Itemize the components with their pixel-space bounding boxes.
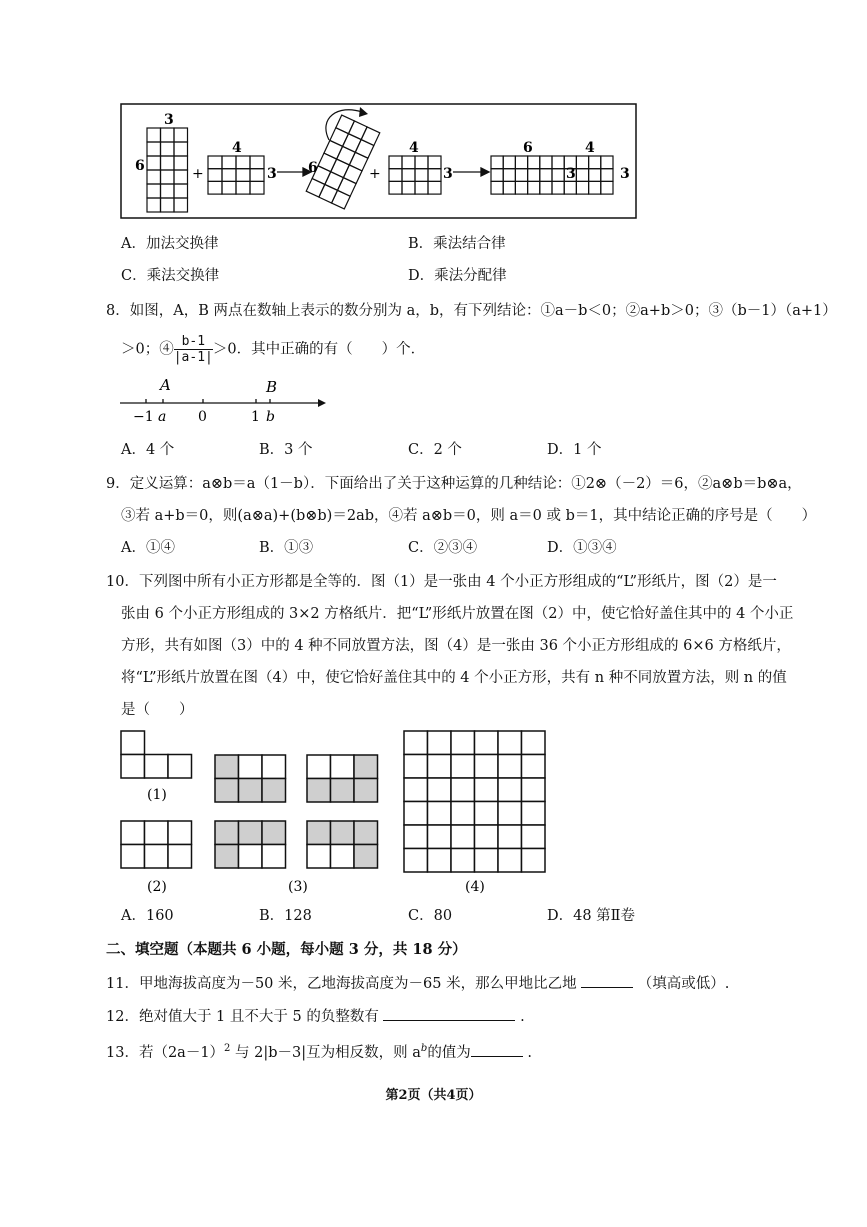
grid-cell <box>325 172 344 191</box>
grid-cell <box>147 198 161 212</box>
grid-cell <box>415 169 428 182</box>
grid-cell <box>147 184 161 198</box>
grid-cell <box>402 169 415 182</box>
grid-cell <box>389 181 402 194</box>
square-cell <box>498 849 522 873</box>
grid-cell <box>208 169 222 182</box>
q7-option-a: A．加法交换律 <box>121 236 219 252</box>
square-cell <box>307 779 331 803</box>
grid-cell <box>147 170 161 184</box>
square-cell <box>404 755 428 779</box>
grid-cell <box>601 156 613 169</box>
grid-cell <box>503 156 515 169</box>
square-cell <box>428 731 452 755</box>
grid-cell <box>250 169 264 182</box>
q8-line2-suffix: ＞0．其中正确的有（ ）个． <box>212 341 426 358</box>
grid-cell <box>174 184 188 198</box>
square-cell <box>168 845 192 869</box>
grid-cell <box>361 127 380 146</box>
page-footer: 第2页（共4页） <box>385 1088 482 1103</box>
square-cell <box>262 845 286 869</box>
square-cell <box>404 778 428 802</box>
grid-cell <box>348 121 367 140</box>
square-cell <box>522 778 546 802</box>
square-cell <box>262 821 286 845</box>
square-cell <box>428 778 452 802</box>
grid-3x6 <box>147 128 188 212</box>
square-cell <box>121 755 145 779</box>
q11-text: 11．甲地海拔高度为－50 米，乙地海拔高度为－65 米，那么甲地比乙地 <box>106 976 577 992</box>
square-cell <box>522 802 546 826</box>
grid-cell <box>161 184 175 198</box>
square-cell <box>522 825 546 849</box>
square-cell <box>428 849 452 873</box>
q13-question <box>106 1039 532 1063</box>
grid-cell <box>174 198 188 212</box>
square-cell <box>404 825 428 849</box>
square-cell <box>307 845 331 869</box>
grid-cell <box>349 152 368 171</box>
grid-4x3 <box>389 156 441 194</box>
grid-cell <box>428 181 441 194</box>
square-cell <box>239 845 263 869</box>
grid-cell <box>174 156 188 170</box>
square-cell <box>451 825 475 849</box>
q10-option-d: D．48 第Ⅱ卷 <box>547 908 636 924</box>
square-cell <box>451 849 475 873</box>
number-line <box>0 370 867 430</box>
label-6: 6 <box>308 160 318 176</box>
grid-cell <box>318 153 337 172</box>
square-cell <box>145 845 169 869</box>
grid-cell <box>528 169 540 182</box>
q9-option-a: A．①④ <box>121 540 175 556</box>
grid-cell <box>589 156 601 169</box>
grid-cell <box>330 128 349 147</box>
square-cell <box>239 779 263 803</box>
grid-cell <box>208 156 222 169</box>
q13-middle: 与 2|b－3|互为相反数，则 a <box>235 1044 421 1061</box>
q8-option-d: D．1 个 <box>547 442 602 458</box>
grid-cell <box>515 169 527 182</box>
grid-cell <box>540 169 552 182</box>
grid-cell <box>601 169 613 182</box>
q10-question-line1: 10．下列图中所有小正方形都是全等的．图（1）是一张由 4 个小正方形组成的“L”形纸片，图（2）是一 <box>106 574 777 590</box>
square-cell <box>404 849 428 873</box>
label-6: 6 <box>523 140 533 156</box>
q8-question-line1: 8．如图，A，B 两点在数轴上表示的数分别为 a，b，有下列结论：①a－b＜0；②a+b＞0；③（b－1）（a+1） <box>106 303 837 319</box>
grid-cell <box>236 156 250 169</box>
grid-cell <box>337 146 356 165</box>
grid-4x3 <box>208 156 264 194</box>
q10-option-c: C．80 <box>408 908 453 924</box>
square-cell <box>475 731 499 755</box>
grid-cell <box>306 179 325 198</box>
grid-cell <box>222 169 236 182</box>
grid-cell <box>161 198 175 212</box>
q13-answer-blank[interactable] <box>471 1042 523 1057</box>
grid-cell <box>236 169 250 182</box>
q9-option-b: B．①③ <box>259 540 314 556</box>
grid-cell <box>428 169 441 182</box>
figure-label-2: (2) <box>147 879 167 895</box>
label-3: 3 <box>164 112 174 128</box>
q10-question-line5: 是（ ） <box>121 702 194 718</box>
q12-question <box>106 1006 525 1027</box>
grid-cell <box>389 156 402 169</box>
square-cell <box>168 755 192 779</box>
label-3: 3 <box>620 166 630 182</box>
q13-exponent-b: b <box>420 1043 428 1054</box>
grid-cell <box>601 181 613 194</box>
label-3: 3 <box>443 166 453 182</box>
grid-cell <box>491 169 503 182</box>
square-cell <box>475 802 499 826</box>
q13-suffix-pre: 的值为 <box>427 1044 471 1061</box>
square-cell <box>331 779 355 803</box>
square-cell <box>121 821 145 845</box>
grid-cell <box>515 181 527 194</box>
square-cell <box>239 755 263 779</box>
grid-cell <box>343 165 362 184</box>
square-cell <box>354 779 378 803</box>
tick-a: a <box>158 409 167 425</box>
q13-suffix: . <box>527 1044 533 1061</box>
q11-question <box>106 973 729 994</box>
grid-cell <box>428 156 441 169</box>
arrow <box>453 168 489 176</box>
rotation-arrowhead <box>359 107 368 117</box>
grid-cell <box>319 184 338 203</box>
grid-cell <box>343 134 362 153</box>
square-cell <box>475 849 499 873</box>
grid-10x3 <box>491 156 613 194</box>
grid-cell <box>147 156 161 170</box>
square-cell <box>121 845 145 869</box>
square-cell <box>475 755 499 779</box>
q9-question-line2: ③若 a+b＝0，则(a⊗a)+(b⊗b)＝2ab，④若 a⊗b＝0，则 a＝0 或 b＝1，其中结论正确的序号是（ ） <box>121 508 817 524</box>
tick-b: b <box>266 409 275 425</box>
grid-cell <box>332 190 351 209</box>
grid-cell <box>161 170 175 184</box>
square-cell <box>354 821 378 845</box>
square-cell <box>215 779 239 803</box>
square-cell <box>239 821 263 845</box>
fraction-denominator: |a-1| <box>173 350 213 365</box>
grid-cell <box>324 140 343 159</box>
square-cell <box>215 845 239 869</box>
square-cell <box>145 755 169 779</box>
grid-cell <box>338 178 357 197</box>
label-3: 3 <box>267 166 277 182</box>
figure-label-3: (3) <box>288 879 308 895</box>
q11-suffix: （填高或低）. <box>637 976 730 992</box>
label-4: 4 <box>409 140 419 156</box>
grid-cell <box>576 169 588 182</box>
arrow <box>277 168 311 176</box>
grid-cell <box>552 181 564 194</box>
square-cell <box>522 731 546 755</box>
square-cell <box>404 731 428 755</box>
q8-option-b: B．3 个 <box>259 442 313 458</box>
grid-cell <box>576 156 588 169</box>
grid-cell <box>161 128 175 142</box>
square-cell <box>307 821 331 845</box>
grid-cell <box>222 181 236 194</box>
grid-cell <box>528 181 540 194</box>
axis-arrow <box>318 399 326 407</box>
square-cell <box>354 755 378 779</box>
figure-label-4: (4) <box>465 879 485 895</box>
grid-cell <box>503 169 515 182</box>
square-cell <box>498 778 522 802</box>
square-cell <box>331 821 355 845</box>
q10-question-line2: 张由 6 个小正方形组成的 3×2 方格纸片．把“L”形纸片放置在图（2）中，使它恰好盖住其中的 4 个小正 <box>121 606 794 622</box>
grid-cell <box>236 181 250 194</box>
square-cell <box>354 845 378 869</box>
q8-fraction <box>174 334 213 365</box>
grid-cell <box>389 169 402 182</box>
square-cell <box>498 802 522 826</box>
q13-prefix: 13．若（2a－1） <box>106 1044 225 1061</box>
square-cell <box>428 755 452 779</box>
q10-option-b: B．128 <box>259 908 312 924</box>
section-heading: 二、填空题（本题共 6 小题，每小题 3 分，共 18 分） <box>106 941 467 958</box>
q7-option-c: C．乘法交换律 <box>121 268 220 284</box>
grid-cell <box>540 181 552 194</box>
grid-cell <box>222 156 236 169</box>
grid-cell <box>174 128 188 142</box>
grid-cell <box>515 156 527 169</box>
q10-question-line3: 方形，共有如图（3）中的 4 种不同放置方法，图（4）是一张由 36 个小正方形组成的 6×6 方格纸片， <box>121 638 791 654</box>
square-cell <box>475 825 499 849</box>
grid-cell <box>415 156 428 169</box>
grid-cell <box>355 140 374 159</box>
grid-cell <box>161 142 175 156</box>
grid-cell <box>552 169 564 182</box>
q9-option-c: C．②③④ <box>408 540 478 556</box>
q12-suffix: . <box>520 1009 525 1025</box>
q10-option-a: A．160 <box>121 908 174 924</box>
label-4: 4 <box>585 140 595 156</box>
q11-answer-blank[interactable] <box>581 973 633 988</box>
grid-cell <box>564 181 576 194</box>
square-cell <box>498 731 522 755</box>
q9-question-line1: 9．定义运算：a⊗b＝a（1－b）．下面给出了关于这种运算的几种结论：①2⊗（－2）＝6，②a⊗b＝b⊗a， <box>106 476 802 492</box>
q7-figure <box>0 0 867 230</box>
grid-cell <box>491 156 503 169</box>
square-cell <box>498 825 522 849</box>
square-cell <box>451 802 475 826</box>
q7-option-b: B．乘法结合律 <box>408 236 506 252</box>
q8-question-line2 <box>121 334 425 365</box>
q13-exponent: 2 <box>224 1043 231 1054</box>
q8-option-c: C．2 个 <box>408 442 462 458</box>
label-6: 6 <box>135 158 145 174</box>
square-cell <box>215 755 239 779</box>
tick-minus-1: −1 <box>133 409 154 425</box>
label-a-point: A <box>160 376 171 394</box>
grid-cell <box>331 159 350 178</box>
grid-cell <box>503 181 515 194</box>
grid-cell <box>402 156 415 169</box>
q12-answer-blank[interactable] <box>383 1006 515 1021</box>
grid-cell <box>528 156 540 169</box>
grid-cell <box>250 156 264 169</box>
grid-cell <box>250 181 264 194</box>
grid-cell <box>589 169 601 182</box>
grid-cell <box>491 181 503 194</box>
square-cell <box>168 821 192 845</box>
square-cell <box>145 821 169 845</box>
grid-cell <box>402 181 415 194</box>
q7-figure-frame <box>121 104 636 218</box>
plus-sign: + <box>192 166 204 182</box>
q9-option-d: D．①③④ <box>547 540 617 556</box>
rotation-arrow <box>326 110 362 140</box>
grid-cell <box>147 142 161 156</box>
grid-cell <box>174 170 188 184</box>
square-cell <box>428 825 452 849</box>
square-cell <box>404 802 428 826</box>
square-cell <box>475 778 499 802</box>
label-3: 3 <box>566 166 576 182</box>
square-cell <box>215 821 239 845</box>
q12-text: 12．绝对值大于 1 且不大于 5 的负整数有 <box>106 1009 379 1025</box>
q10-question-line4: 将“L”形纸片放置在图（4）中，使它恰好盖住其中的 4 个小正方形，共有 n 种不同放置方法，则 n 的值 <box>121 670 787 686</box>
grid-cell <box>589 181 601 194</box>
square-cell <box>522 755 546 779</box>
q10-figures <box>0 725 867 900</box>
square-cell <box>451 778 475 802</box>
grid-cell <box>208 181 222 194</box>
square-cell <box>451 731 475 755</box>
tick-0: 0 <box>198 409 207 425</box>
grid-cell <box>540 156 552 169</box>
grid-cell <box>147 128 161 142</box>
square-cell <box>451 755 475 779</box>
square-cell <box>121 731 145 755</box>
label-4: 4 <box>232 140 242 156</box>
grid-cell <box>336 115 355 134</box>
figure-label-1: (1) <box>147 787 167 803</box>
square-cell <box>522 849 546 873</box>
square-cell <box>498 755 522 779</box>
square-cell <box>262 779 286 803</box>
tick-1: 1 <box>251 409 260 425</box>
plus-sign: + <box>369 166 381 182</box>
grid-cell <box>174 142 188 156</box>
grid-cell <box>552 156 564 169</box>
label-b-point: B <box>266 378 278 396</box>
grid-cell <box>576 181 588 194</box>
q8-line2-prefix: ＞0；④ <box>121 341 174 358</box>
square-cell <box>428 802 452 826</box>
square-cell <box>307 755 331 779</box>
square-cell <box>262 755 286 779</box>
square-cell <box>331 755 355 779</box>
q7-option-d: D．乘法分配律 <box>408 268 507 284</box>
square-cell <box>331 845 355 869</box>
grid-cell <box>415 181 428 194</box>
grid-cell <box>161 156 175 170</box>
q8-option-a: A．4 个 <box>121 442 175 458</box>
fraction-numerator: b-1 <box>174 334 213 350</box>
